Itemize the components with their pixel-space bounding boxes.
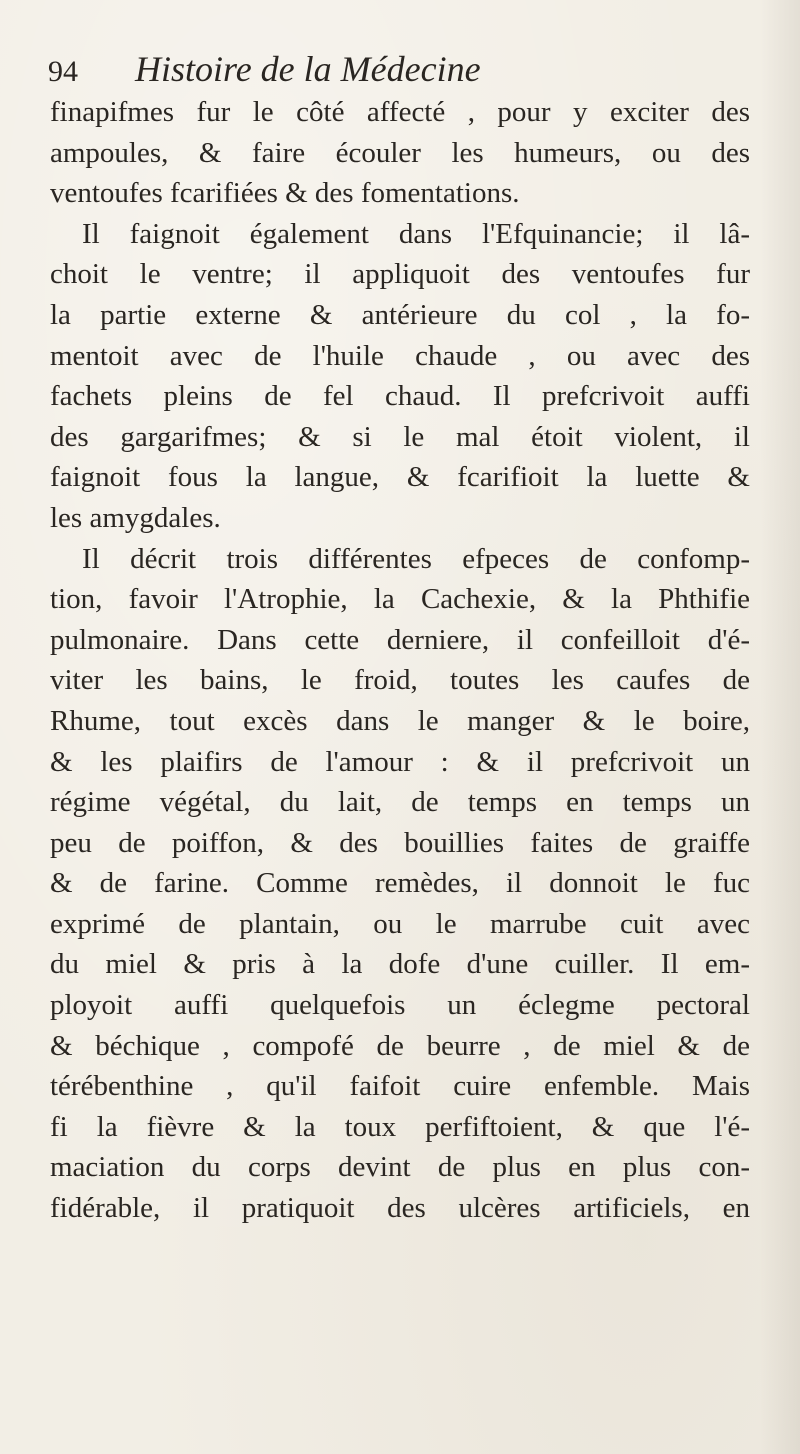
text-line: les amygdales. [50,501,221,534]
page-header [48,44,748,94]
text-line: du miel & pris à la dofe d'une cuiller. Il em- [50,948,750,981]
text-line: ventoufes fcarifiées & des fomentations. [50,177,520,210]
text-line: fi la fièvre & la toux perfiftoient, & que l'é- [50,1110,750,1143]
text-line: faignoit fous la langue, & fcarifioit la luette & [50,461,750,494]
text-line: maciation du corps devint de plus en plus con- [50,1151,750,1184]
text-line: Il décrit trois différentes efpeces de confomp- [82,542,750,575]
text-line: & les plaifirs de l'amour : & il prefcrivoit un [50,745,750,778]
text-line: fachets pleins de fel chaud. Il prefcrivoit auffi [50,380,750,413]
text-line: finapifmes fur le côté affecté , pour y exciter des [50,96,750,128]
body-text [50,92,750,1229]
running-head: Histoire de la Médecine [135,49,481,89]
text-line: pulmonaire. Dans cette derniere, il confeilloit d'é- [50,623,750,656]
page-number: 94 [48,55,78,88]
text-line: des gargarifmes; & si le mal étoit violent, il [50,420,750,453]
page-edge-shadow [760,0,800,1454]
text-line: térébenthine , qu'il faifoit cuire enfemble. Mais [50,1070,750,1103]
text-line: viter les bains, le froid, toutes les caufes de [50,664,750,697]
text-line: peu de poiffon, & des bouillies faites de graiffe [50,826,750,859]
text-line: mentoit avec de l'huile chaude , ou avec des [50,339,750,372]
text-line: exprimé de plantain, ou le marrube cuit avec [50,907,750,940]
text-line: ployoit auffi quelquefois un éclegme pectoral [50,989,750,1022]
text-line: tion, favoir l'Atrophie, la Cachexie, & la Phthifie [50,583,750,616]
text-line: Il faignoit également dans l'Efquinancie; il lâ- [82,217,750,250]
text-line: ampoules, & faire écouler les humeurs, ou des [50,136,750,169]
text-line: Rhume, tout excès dans le manger & le boire, [50,704,750,737]
text-line: la partie externe & antérieure du col , la fo- [50,298,750,331]
text-line: & de farine. Comme remèdes, il donnoit le fuc [50,867,750,900]
text-line: choit le ventre; il appliquoit des ventoufes fur [50,258,750,291]
text-line: régime végétal, du lait, de temps en temps un [50,786,750,819]
text-line: & béchique , compofé de beurre , de miel & de [50,1029,750,1062]
text-line: fidérable, il pratiquoit des ulcères artificiels, en [50,1192,750,1225]
